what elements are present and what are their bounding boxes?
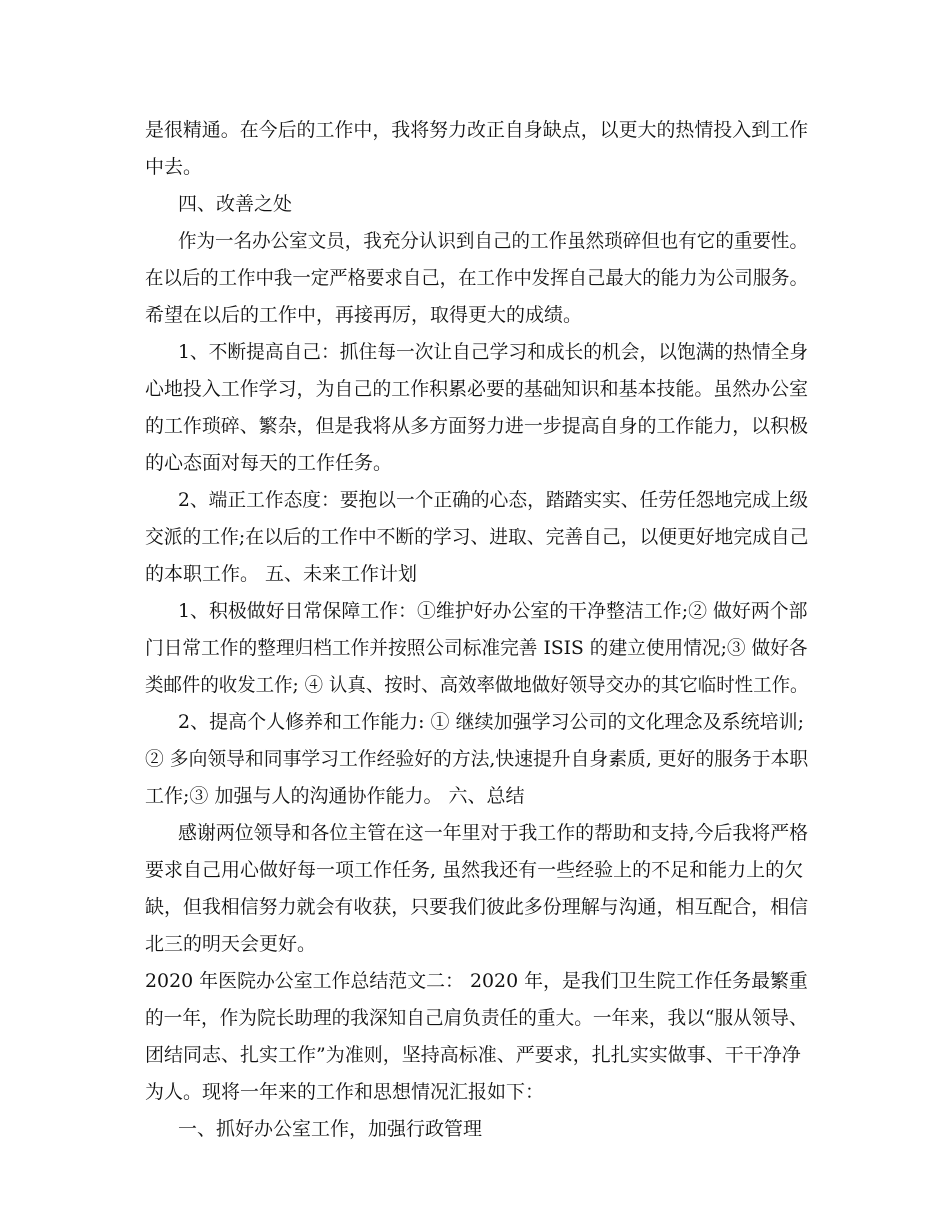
section-heading: 一、抓好办公室工作，加强行政管理 — [178, 1118, 483, 1140]
text-line: 类邮件的收发工作; ④ 认真、按时、高效率做地做好领导交办的其它临时性工作。 — [145, 674, 809, 696]
text-line: 要求自己用心做好每一项工作任务, 虽然我还有一些经验上的不足和能力上的欠 — [145, 859, 804, 881]
text-line: 1、不断提高自己：抓住每一次让自己学习和成长的机会，以饱满的热情全身 — [178, 341, 809, 363]
text-line: 是很精通。在今后的工作中，我将努力改正自身缺点，以更大的热情投入到工作 — [145, 119, 809, 141]
text-line: 中去。 — [145, 156, 203, 178]
text-line: 的心态面对每天的工作任务。 — [145, 452, 393, 474]
text-line: 团结同志、扎实工作”为准则，坚持高标准、严要求，扎扎实实做事、干干净净 — [145, 1044, 801, 1066]
text-line: 作为一名办公室文员，我充分认识到自己的工作虽然琐碎但也有它的重要性。 — [178, 230, 808, 252]
text-line: 北三的明天会更好。 — [145, 933, 317, 955]
text-line: 1、积极做好日常保障工作：①维护好办公室的干净整洁工作;② 做好两个部 — [178, 600, 808, 622]
text-line: 缺，但我相信努力就会有收获，只要我们彼此多份理解与沟通，相互配合，相信 — [145, 896, 809, 918]
text-line: 门日常工作的整理归档工作并按照公司标准完善 ISIS 的建立使用情况;③ 做好各 — [145, 637, 808, 659]
text-line: 心地投入工作学习，为自己的工作积累必要的基础知识和基本技能。虽然办公室 — [145, 378, 809, 400]
text-line: 2、端正工作态度：要抱以一个正确的心态，踏踏实实、任劳任怨地完成上级 — [178, 489, 809, 511]
text-line: 工作;③ 加强与人的沟通协作能力。 六、总结 — [145, 785, 525, 807]
section-heading: 四、改善之处 — [178, 193, 293, 215]
text-line: 希望在以后的工作中，再接再厉，取得更大的成绩。 — [145, 304, 583, 326]
text-line: 交派的工作;在以后的工作中不断的学习、进取、完善自己，以便更好地完成自己 — [145, 526, 809, 548]
text-line: 2020 年医院办公室工作总结范文二： 2020 年，是我们卫生院工作任务最繁重 — [145, 970, 808, 992]
text-line: 的工作琐碎、繁杂，但是我将从多方面努力进一步提高自身的工作能力，以积极 — [145, 415, 809, 437]
text-line: ② 多向领导和同事学习工作经验好的方法,快速提升自身素质, 更好的服务于本职 — [145, 748, 809, 770]
text-line: 的一年，作为院长助理的我深知自己肩负责任的重大。一年来，我以“服从领导、 — [145, 1007, 808, 1029]
text-line: 2、提高个人修养和工作能力: ① 继续加强学习公司的文化理念及系统培训; — [178, 711, 804, 733]
text-line: 在以后的工作中我一定严格要求自己，在工作中发挥自己最大的能力为公司服务。 — [145, 267, 809, 289]
text-line: 的本职工作。 五、未来工作计划 — [145, 563, 418, 585]
text-line: 为人。现将一年来的工作和思想情况汇报如下： — [145, 1081, 545, 1103]
text-line: 感谢两位领导和各位主管在这一年里对于我工作的帮助和支持,今后我将严格 — [178, 822, 809, 844]
